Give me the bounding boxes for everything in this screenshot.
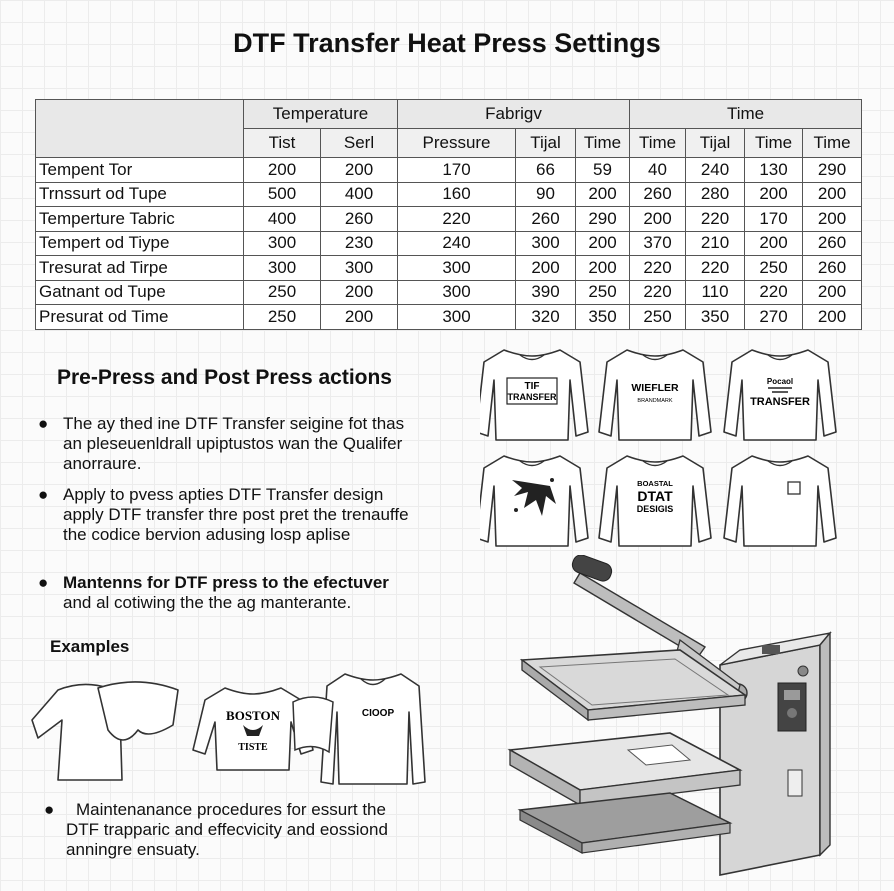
table-cell: 200 — [321, 280, 398, 305]
bullet-line: the codice bervion adusing losp aplise — [63, 525, 351, 544]
bullet-dot: ● — [44, 800, 55, 819]
bullet-line: anorraure. — [63, 454, 142, 473]
table-cell: 200 — [516, 256, 576, 281]
table-cell: 66 — [516, 158, 576, 183]
table-cell: 300 — [244, 231, 321, 256]
table-cell: 300 — [398, 305, 516, 330]
table-cell: 280 — [686, 182, 745, 207]
table-cell: 250 — [630, 305, 686, 330]
svg-text:DTAT: DTAT — [637, 488, 673, 504]
table-cell: 200 — [803, 305, 862, 330]
group-header-temperature: Temperature — [244, 100, 398, 129]
shirt-wiefler — [599, 350, 711, 440]
table-row — [36, 231, 862, 256]
group-header-row — [36, 100, 862, 129]
svg-text:CIOOP: CIOOP — [361, 708, 395, 719]
table-cell: 400 — [321, 182, 398, 207]
svg-text:TRANSFER: TRANSFER — [750, 396, 810, 408]
sub-header-cell: Time — [745, 129, 803, 158]
examples-label: Examples — [50, 637, 130, 656]
sub-header-cell: Time — [803, 129, 862, 158]
sub-header-cell: Time — [576, 129, 630, 158]
folded-shirt-illustration — [32, 682, 178, 780]
table-cell: 500 — [244, 182, 321, 207]
table-cell: 130 — [745, 158, 803, 183]
table-cell: 390 — [516, 280, 576, 305]
table-cell: 200 — [745, 182, 803, 207]
table-cell: 200 — [803, 182, 862, 207]
row-label: Tempent Tor — [36, 158, 244, 183]
sub-header-cell: Tijal — [516, 129, 576, 158]
table-cell: 200 — [576, 256, 630, 281]
table-cell: 170 — [745, 207, 803, 232]
svg-text:Pocaol: Pocaol — [766, 377, 794, 386]
table-cell: 250 — [745, 256, 803, 281]
side-switch — [788, 770, 802, 796]
table-cell: 240 — [398, 231, 516, 256]
table-row — [36, 158, 862, 183]
svg-text:TRANSFER: TRANSFER — [507, 392, 557, 402]
svg-text:BRANDMARK: BRANDMARK — [637, 398, 673, 404]
table-cell: 250 — [244, 305, 321, 330]
table-cell: 350 — [686, 305, 745, 330]
bullet-line: apply DTF transfer thre post pret the trenauffe — [63, 505, 409, 524]
table-cell: 110 — [686, 280, 745, 305]
table-body — [36, 158, 862, 330]
examples-illustration — [28, 660, 428, 790]
table-cell: 220 — [686, 256, 745, 281]
table-cell: 250 — [576, 280, 630, 305]
shirt-hanging — [293, 674, 425, 784]
svg-text:TISTE: TISTE — [238, 742, 268, 753]
bullet-line: DTF trapparic and effecvicity and eossiond — [66, 820, 388, 839]
table-cell: 260 — [516, 207, 576, 232]
bullet-dot: ● — [38, 485, 49, 504]
row-label: Gatnant od Tupe — [36, 280, 244, 305]
table-row — [36, 280, 862, 305]
table-cell: 270 — [745, 305, 803, 330]
table-cell: 200 — [576, 231, 630, 256]
table-cell: 200 — [630, 207, 686, 232]
shirt-transfer-logo — [724, 350, 836, 440]
bullet-dot: ● — [38, 414, 49, 433]
table-row — [36, 256, 862, 281]
heat-press-illustration — [500, 555, 860, 885]
table-cell: 200 — [576, 182, 630, 207]
table-cell: 240 — [686, 158, 745, 183]
table-cell: 300 — [398, 280, 516, 305]
sub-header-cell: Tijal — [686, 129, 745, 158]
table-cell: 300 — [244, 256, 321, 281]
table-cell: 260 — [321, 207, 398, 232]
svg-text:BOSTON: BOSTON — [226, 708, 280, 723]
bullet-line: Apply to pvess apties DTF Transfer design — [63, 485, 384, 504]
sub-header-cell: Pressure — [398, 129, 516, 158]
page-title: DTF Transfer Heat Press Settings — [233, 28, 661, 58]
shirt-splatter-design — [480, 456, 588, 546]
table-row — [36, 207, 862, 232]
table-cell: 200 — [321, 158, 398, 183]
bullet-item-2 — [38, 485, 458, 545]
row-label: Tresurat ad Tirpe — [36, 256, 244, 281]
table-row — [36, 305, 862, 330]
table-cell: 90 — [516, 182, 576, 207]
table-cell: 200 — [803, 207, 862, 232]
table-cell: 350 — [576, 305, 630, 330]
row-label: Temperture Tabric — [36, 207, 244, 232]
sub-header-cell: Time — [630, 129, 686, 158]
shirt-boastal-dtat — [599, 456, 711, 546]
bullet-line: anningre ensuaty. — [66, 840, 200, 859]
group-header-time: Time — [630, 100, 862, 129]
table-cell: 220 — [686, 207, 745, 232]
table-cell: 320 — [516, 305, 576, 330]
table-cell: 200 — [745, 231, 803, 256]
table-cell: 260 — [803, 256, 862, 281]
svg-text:DESIGIS: DESIGIS — [636, 504, 674, 514]
row-label: Presurat od Time — [36, 305, 244, 330]
group-header-fabric: Fabrigv — [398, 100, 630, 129]
bullet-item-3 — [38, 573, 458, 613]
table-cell: 210 — [686, 231, 745, 256]
bullet-line: Mantenns for DTF press to the efectuver — [63, 573, 389, 592]
sub-header-cell: Serl — [321, 129, 398, 158]
shirt-illustrations — [480, 340, 870, 550]
power-switch — [762, 645, 780, 654]
table-cell: 260 — [630, 182, 686, 207]
table-cell: 220 — [630, 280, 686, 305]
table-cell: 300 — [516, 231, 576, 256]
table-cell: 300 — [398, 256, 516, 281]
table-cell: 160 — [398, 182, 516, 207]
svg-text:BOASTAL: BOASTAL — [637, 479, 673, 488]
table-cell: 220 — [398, 207, 516, 232]
shirt-tif-transfer — [480, 350, 588, 440]
bullet-item-1 — [38, 414, 458, 474]
table-cell: 200 — [803, 280, 862, 305]
table-row — [36, 182, 862, 207]
table-cell: 220 — [630, 256, 686, 281]
corner-cell — [36, 100, 244, 158]
bullet-line: an pleseuenldrall upiptustos wan the Qualifer — [63, 434, 403, 453]
table-cell: 370 — [630, 231, 686, 256]
bottom-bullet — [44, 800, 474, 860]
bullet-dot: ● — [38, 573, 49, 592]
table-cell: 230 — [321, 231, 398, 256]
table-cell: 400 — [244, 207, 321, 232]
table-cell: 300 — [321, 256, 398, 281]
bullet-line: Maintenanance procedures for essurt the — [76, 800, 386, 819]
bullet-line: The ay thed ine DTF Transfer seigine fot thas — [63, 414, 405, 433]
table-cell: 40 — [630, 158, 686, 183]
svg-text:WIEFLER: WIEFLER — [631, 382, 679, 394]
table-cell: 200 — [321, 305, 398, 330]
table-cell: 290 — [803, 158, 862, 183]
table-cell: 260 — [803, 231, 862, 256]
table-cell: 290 — [576, 207, 630, 232]
table-cell: 220 — [745, 280, 803, 305]
row-label: Tempert od Tiype — [36, 231, 244, 256]
table-cell: 250 — [244, 280, 321, 305]
settings-table — [35, 99, 862, 330]
table-cell: 59 — [576, 158, 630, 183]
section-title: Pre-Press and Post Press actions — [57, 366, 392, 389]
row-label: Trnssurt od Tupe — [36, 182, 244, 207]
sub-header-cell: Tist — [244, 129, 321, 158]
table-cell: 170 — [398, 158, 516, 183]
shirt-pocket — [724, 456, 836, 546]
svg-text:TIF: TIF — [524, 381, 540, 392]
table-cell: 200 — [244, 158, 321, 183]
bullet-line: and al cotiwing the the ag manterante. — [63, 593, 352, 612]
